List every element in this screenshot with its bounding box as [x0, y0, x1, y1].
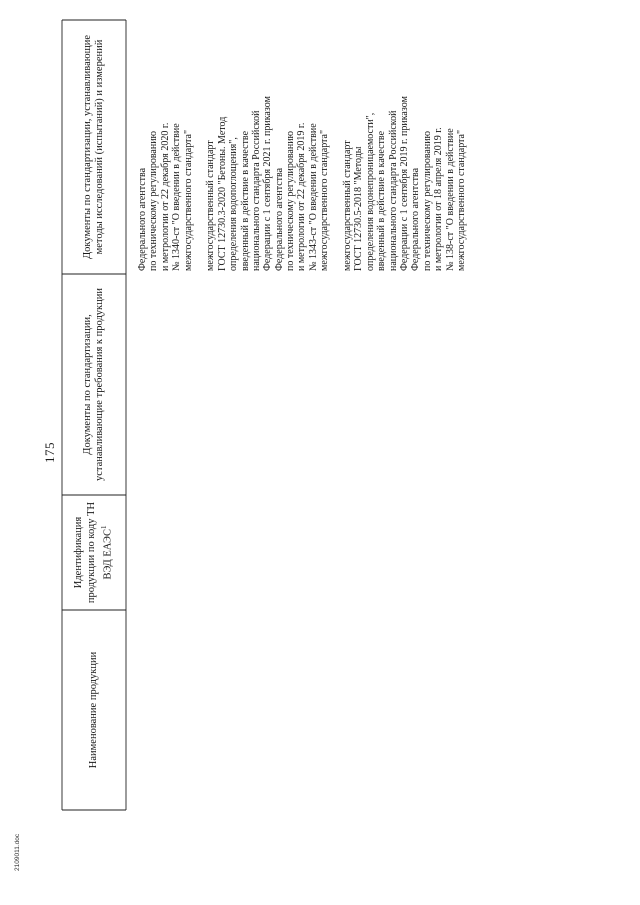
method-doc-line: по техническому регулированию [148, 130, 160, 271]
method-doc-line: № 1343-ст "О введении в действие [307, 123, 319, 271]
method-doc-line: № 1340-ст "О введении в действие [171, 123, 183, 271]
header-product-name-text: Наименование продукции [87, 651, 99, 769]
method-doc-spacer [331, 96, 342, 271]
method-doc-line: и метрологии от 22 декабря 2020 г. [159, 122, 171, 271]
method-doc-line: и метрологии от 22 декабря 2019 г. [296, 122, 308, 271]
method-doc-line: и метрологии от 18 апреля 2019 г. [433, 127, 445, 271]
method-doc-line: межгосударственного стандарта" [182, 129, 194, 271]
method-doc-line: Федерального агентства [410, 167, 422, 271]
method-docs-cell [137, 96, 467, 271]
method-doc-line: межгосударственный стандарт [342, 140, 354, 271]
method-doc-line: Федерации с 1 сентября 2019 г. приказом [398, 96, 410, 271]
method-doc-line: межгосударственный стандарт [205, 140, 217, 271]
header-tn-ved-code-text [73, 495, 115, 610]
method-doc-line: национального стандарта Российской [387, 110, 399, 271]
document-filename: 2109011.doc [14, 833, 21, 871]
method-doc-line: национального стандарта Российской [250, 110, 262, 271]
header-method-docs [62, 20, 126, 274]
method-doc-line: Федерального агентства [273, 167, 285, 271]
header-product-name [62, 610, 126, 810]
page-number: 175 [42, 442, 57, 463]
method-doc-line: Федерации с 1 сентября 2021 г. приказом [262, 96, 274, 271]
method-doc-line: межгосударственного стандарта" [319, 129, 331, 271]
method-doc-spacer [194, 96, 205, 271]
method-doc-line: определения водонепроницаемости", [364, 112, 376, 271]
header-requirement-docs [62, 274, 126, 495]
header-tn-ved-code-label: Идентификация продукции по коду ТН ВЭД ЕАЭС [73, 501, 114, 604]
method-doc-line: определения водопоглощения", [228, 137, 240, 271]
method-doc-line: № 138-ст "О введении в действие [444, 128, 456, 271]
method-doc-line: межгосударственного стандарта" [455, 129, 467, 271]
method-doc-line: Федерального агентства [137, 167, 148, 271]
method-doc-line: по техническому регулированию [285, 130, 297, 271]
method-doc-line: введенный в действие в качестве [376, 130, 388, 271]
footnote-marker: 1 [100, 525, 108, 529]
method-doc-line: введенный в действие в качестве [239, 130, 251, 271]
method-doc-line: ГОСТ 12730.5-2018 "Методы [353, 146, 365, 271]
header-method-docs-text: Документы по стандартизации, устанавливающие методы исследований (испытаний) и измерений [81, 35, 105, 259]
method-doc-line: ГОСТ 12730.3-2020 "Бетоны. Метод [216, 116, 228, 271]
method-doc-line: по техническому регулированию [421, 130, 433, 271]
header-requirement-docs-text: Документы по стандартизации, устанавливающие требования к продукции [81, 287, 105, 482]
header-tn-ved-code [62, 495, 126, 610]
